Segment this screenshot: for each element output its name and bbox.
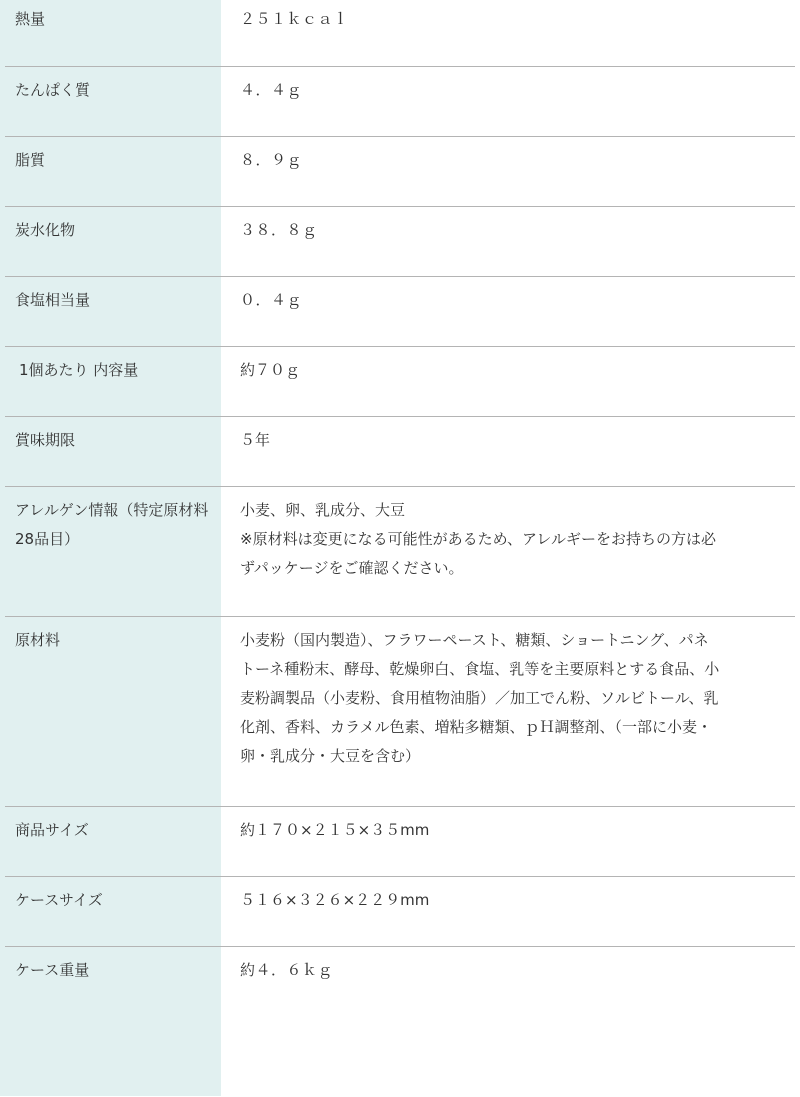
spec-row-protein xyxy=(0,67,800,137)
spec-row-case-size xyxy=(0,877,800,947)
row-label: たんぱく質 xyxy=(15,81,91,99)
row-value: ２５１ｋｃａｌ xyxy=(240,10,349,28)
row-label: 商品サイズ xyxy=(15,821,89,839)
row-value: ５１６×３２６×２２９mm xyxy=(240,891,430,909)
row-value: 約７０ｇ xyxy=(240,361,301,379)
row-label: ケースサイズ xyxy=(15,891,103,909)
row-label: 熱量 xyxy=(15,10,46,28)
row-value: 約４．６ｋｇ xyxy=(240,961,334,979)
row-label: 炭水化物 xyxy=(15,221,76,239)
row-value: ４．４ｇ xyxy=(240,81,303,99)
row-value: ３８．８ｇ xyxy=(240,221,318,239)
row-label: 脂質 xyxy=(15,151,46,169)
row-value: ８．９ｇ xyxy=(240,151,303,169)
spec-row-best-before xyxy=(0,417,800,487)
row-value: 小麦粉（国内製造）、フラワーペースト、糖類、ショートニング、パネトーネ種粉末、酵母、乾燥卵白、食塩、乳等を主要原料とする食品、小麦粉調製品（小麦粉、食用植物油脂）／加工でん粉、ソルビトール、乳化剤、香料、カラメル色素、増粘多糖類、ｐＨ調整剤、（一部に小麦・卵・乳成分・大豆を含む） xyxy=(240,631,720,765)
spec-row-calories xyxy=(0,0,800,67)
spec-row-ingredients xyxy=(0,617,800,807)
row-label: アレルゲン情報（特定原材料28品目） xyxy=(15,501,209,548)
spec-row-content-weight xyxy=(0,347,800,417)
spec-row-salt xyxy=(0,277,800,347)
row-label: 賞味期限 xyxy=(15,431,76,449)
row-label: 1個あたり 内容量 xyxy=(19,361,139,379)
spec-row-fat xyxy=(0,137,800,207)
spec-row-allergen xyxy=(0,487,800,617)
spec-row-product-size xyxy=(0,807,800,877)
row-label: 食塩相当量 xyxy=(15,291,91,309)
row-label: ケース重量 xyxy=(15,961,90,979)
row-label: 原材料 xyxy=(15,631,61,649)
spec-row-carbohydrate xyxy=(0,207,800,277)
row-value: ５年 xyxy=(240,431,271,449)
row-value: 小麦、卵、乳成分、大豆 ※原材料は変更になる可能性があるため、アレルギーをお持ちの方は必ずパッケージをご確認ください。 xyxy=(240,501,716,577)
row-value: ０．４ｇ xyxy=(240,291,303,309)
spec-row-case-weight xyxy=(0,947,800,1097)
row-value: 約１７０×２１５×３５mm xyxy=(240,821,430,839)
